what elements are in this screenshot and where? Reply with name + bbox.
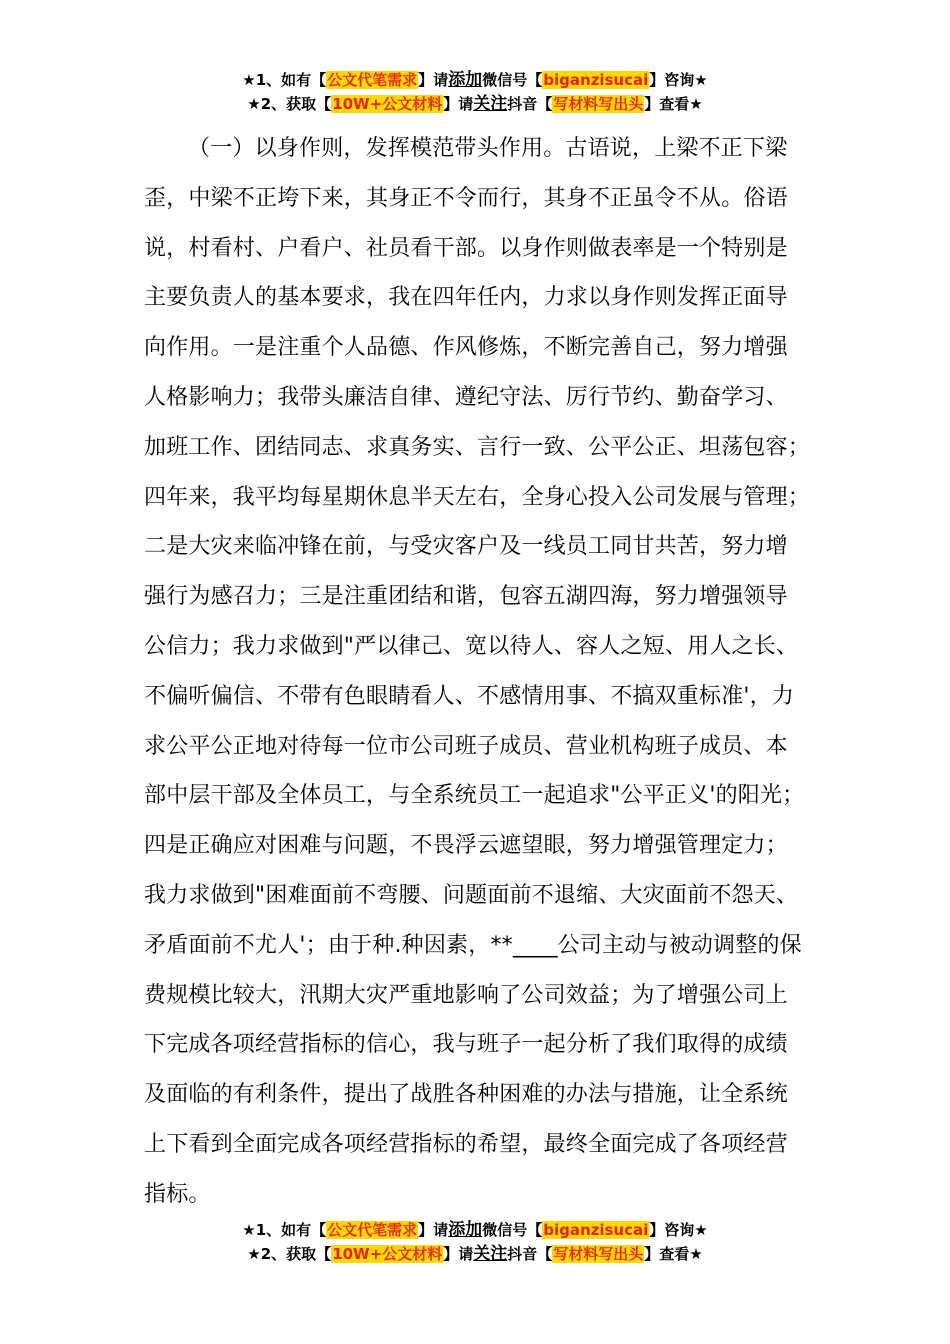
highlight-wechat-id: biganzisucai [543,1221,649,1239]
notice-text: 】请 [418,1221,449,1239]
notice-line-2 [0,1242,950,1266]
notice-text: 】请 [418,71,449,89]
document-body [144,124,834,1220]
highlight-douyin: 写材料写出头 [553,95,644,113]
notice-text: 】请 [443,95,474,113]
notice-emphasis: 添加 [448,1220,483,1240]
body-line: 歪，中梁不正垮下来，其身正不令而行，其身不正虽令不从。俗语 [144,185,788,211]
body-line: 及面临的有利条件，提出了战胜各种困难的办法与措施，让全系统 [144,1082,788,1108]
notice-text: 抖音【 [507,1245,553,1263]
notice-text: ★2、获取【 [247,95,332,113]
notice-text: 】查看★ [644,1245,703,1263]
body-line: 求公平公正地对待每一位市公司班子成员、营业机构班子成员、本 [144,733,788,759]
highlight-douyin: 写材料写出头 [553,1245,644,1263]
body-line: 四年来，我平均每星期休息半天左右，全身心投入公司发展与管理； [144,484,811,510]
body-line: 向作用。一是注重个人品德、作风修炼，不断完善自己，努力增强 [144,335,788,361]
highlight-materials: 10W+公文材料 [332,95,443,113]
body-line: 人格影响力；我带头廉洁自律、遵纪守法、厉行节约、勤奋学习、 [144,384,788,410]
notice-emphasis: 添加 [448,70,483,90]
body-line: 说，村看村、户看户、社员看干部。以身作则做表率是一个特别是 [144,235,788,261]
body-line: 下完成各项经营指标的信心，我与班子一起分析了我们取得的成绩 [144,1032,788,1058]
notice-text: 】咨询★ [649,1221,708,1239]
notice-line-1 [0,68,950,92]
highlight-wechat-id: biganzisucai [543,71,649,89]
notice-text: ★2、获取【 [247,1245,332,1263]
body-line: 矛盾面前不尤人'；由于种.种因素，**____公司主动与被动调整的保 [144,932,802,958]
notice-text: 微信号【 [482,1221,543,1239]
body-line: 部中层干部及全体员工，与全系统员工一起追求"公平正义'的阳光； [144,783,805,809]
body-line: （一）以身作则，发挥模范带头作用。古语说，上梁不正下梁 [188,136,788,161]
notice-text: ★1、如有【 [242,71,327,89]
body-line: 强行为感召力；三是注重团结和谐，包容五湖四海，努力增强领导 [144,584,788,610]
notice-text: 抖音【 [507,95,553,113]
notice-text: ★1、如有【 [242,1221,327,1239]
body-line: 四是正确应对困难与问题，不畏浮云遮望眼，努力增强管理定力； [144,833,788,859]
body-line: 二是大灾来临冲锋在前，与受灾客户及一线员工同甘共苦，努力增 [144,534,788,560]
highlight-service: 公文代笔需求 [327,71,418,89]
notice-text: 微信号【 [482,71,543,89]
highlight-materials: 10W+公文材料 [332,1245,443,1263]
body-line: 指标。 [144,1181,211,1207]
notice-text: 】查看★ [644,95,703,113]
notice-emphasis: 关注 [473,1244,508,1264]
notice-emphasis: 关注 [473,94,508,114]
body-line: 主要负责人的基本要求，我在四年任内，力求以身作则发挥正面导 [144,285,788,311]
body-line: 加班工作、团结同志、求真务实、言行一致、公平公正、坦荡包容； [144,434,811,460]
body-line: 公信力；我力求做到"严以律己、宽以待人、容人之短、用人之长、 [144,633,799,659]
body-line: 费规模比较大，汛期大灾严重地影响了公司效益；为了增强公司上 [144,982,788,1008]
body-line: 我力求做到"困难面前不弯腰、问题面前不退缩、大灾面前不怨天、 [144,882,799,908]
notice-line-1 [0,1218,950,1242]
notice-text: 】请 [443,1245,474,1263]
body-line: 不偏听偏信、不带有色眼睛看人、不感情用事、不搞双重标准'，力 [144,683,795,709]
footer-notice [0,1218,950,1266]
highlight-service: 公文代笔需求 [327,1221,418,1239]
header-notice [0,68,950,116]
notice-line-2 [0,92,950,116]
body-line: 上下看到全面完成各项经营指标的希望，最终全面完成了各项经营 [144,1131,788,1157]
notice-text: 】咨询★ [649,71,708,89]
